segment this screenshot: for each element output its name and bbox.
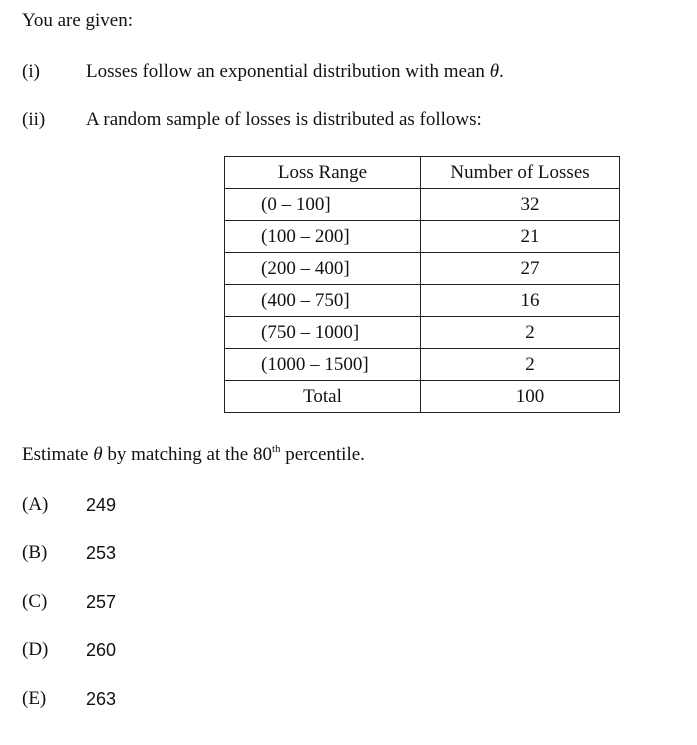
header-number-of-losses: Number of Losses bbox=[421, 157, 620, 189]
table-row bbox=[225, 221, 620, 253]
table-row bbox=[225, 189, 620, 221]
loss-range-cell: (0 – 100] bbox=[225, 189, 421, 221]
option-letter-c: (C) bbox=[22, 591, 48, 612]
loss-range-cell: (200 – 400] bbox=[225, 253, 421, 285]
question-text-before: Estimate bbox=[22, 444, 94, 465]
item-i-text-before: Losses follow an exponential distribution with mean bbox=[86, 61, 490, 82]
table-header-row bbox=[225, 157, 620, 189]
item-number-i: (i) bbox=[22, 61, 40, 82]
item-text-ii: A random sample of losses is distributed as follows: bbox=[86, 109, 482, 130]
table-total-row bbox=[225, 381, 620, 413]
option-value-a[interactable]: 249 bbox=[86, 495, 117, 515]
option-value-c[interactable]: 257 bbox=[86, 592, 117, 612]
loss-range-cell: (1000 – 1500] bbox=[225, 349, 421, 381]
ordinal-superscript: th bbox=[271, 443, 281, 455]
item-text-i bbox=[86, 60, 504, 84]
option-letter-e: (E) bbox=[22, 688, 47, 709]
loss-count-cell: 27 bbox=[421, 253, 620, 285]
theta-symbol: θ bbox=[489, 61, 500, 82]
option-value-e[interactable]: 263 bbox=[86, 689, 117, 709]
question-text-middle: by matching at the 80 bbox=[102, 444, 272, 465]
item-number-ii: (ii) bbox=[22, 109, 46, 130]
loss-count-cell: 2 bbox=[421, 317, 620, 349]
header-loss-range: Loss Range bbox=[225, 157, 421, 189]
loss-count-cell: 2 bbox=[421, 349, 620, 381]
loss-count-cell: 16 bbox=[421, 285, 620, 317]
option-value-b[interactable]: 253 bbox=[86, 543, 117, 563]
question-text bbox=[22, 443, 365, 467]
loss-range-cell: (750 – 1000] bbox=[225, 317, 421, 349]
intro-text: You are given: bbox=[22, 10, 134, 31]
table-row bbox=[225, 253, 620, 285]
table-row bbox=[225, 285, 620, 317]
table-row bbox=[225, 317, 620, 349]
option-letter-d: (D) bbox=[22, 639, 49, 660]
table-row bbox=[225, 349, 620, 381]
option-letter-b: (B) bbox=[22, 542, 48, 563]
loss-distribution-table bbox=[224, 156, 620, 413]
option-letter-a: (A) bbox=[22, 494, 49, 515]
total-count-cell: 100 bbox=[421, 381, 620, 413]
question-text-after: percentile. bbox=[280, 444, 365, 465]
item-i-text-after: . bbox=[499, 61, 504, 82]
total-label-cell: Total bbox=[225, 381, 421, 413]
theta-symbol: θ bbox=[93, 444, 103, 465]
loss-count-cell: 32 bbox=[421, 189, 620, 221]
loss-count-cell: 21 bbox=[421, 221, 620, 253]
loss-range-cell: (100 – 200] bbox=[225, 221, 421, 253]
loss-range-cell: (400 – 750] bbox=[225, 285, 421, 317]
option-value-d[interactable]: 260 bbox=[86, 640, 117, 660]
